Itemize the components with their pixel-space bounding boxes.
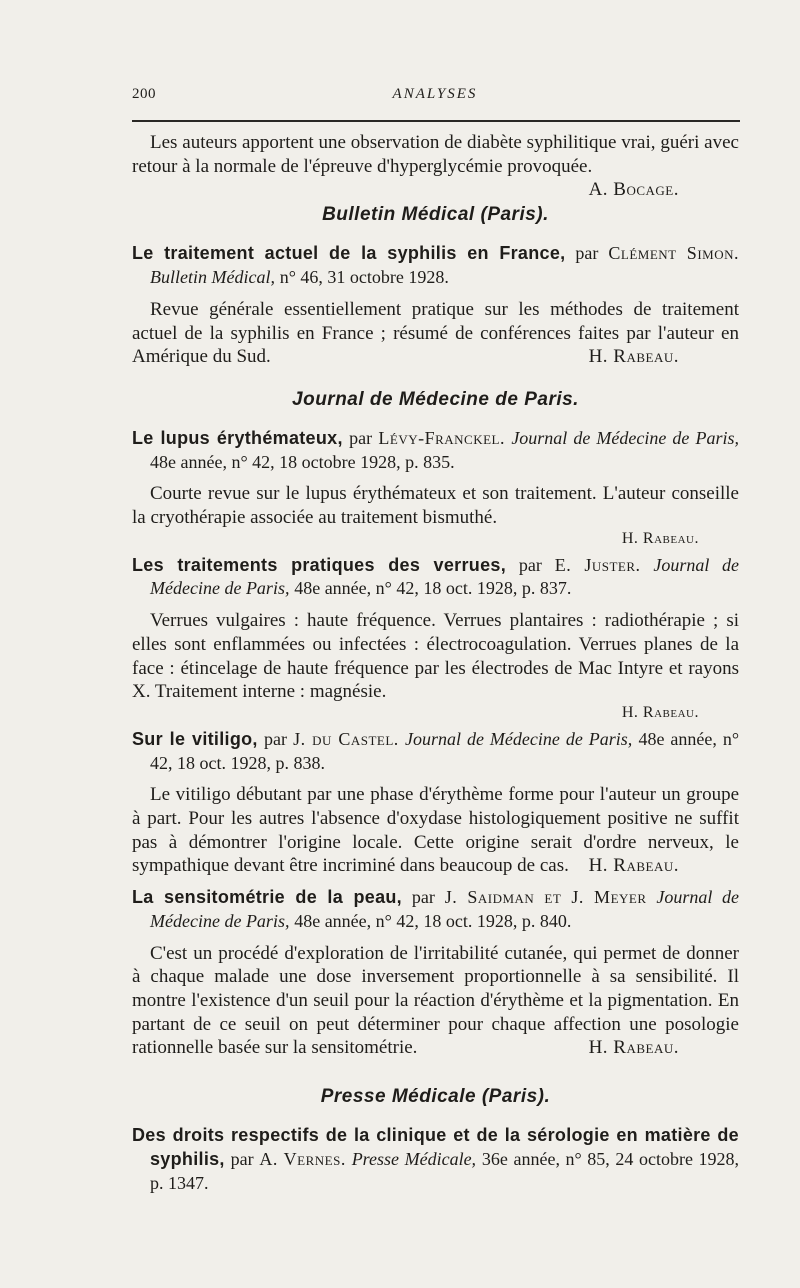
article-2-head: [132, 427, 739, 474]
article-3-journal: Journal de Médecine de Paris,: [150, 554, 740, 599]
header-rule: [132, 120, 740, 122]
section-title-journal-medecine: Journal de Médecine de Paris.: [292, 388, 579, 410]
article-4-body-paragraph: [132, 783, 739, 878]
article-1-journal: Bulletin Médical,: [150, 267, 275, 288]
article-5-journal: Journal de Médecine de Paris,: [150, 887, 739, 931]
article-3-body: Verrues vulgaires : haute fréquence. Verrues plantaires : radiothérapie ; si elles sont enflammées ou infectées : électrocoagulation. Verrues planes de la face : étincelage de haute fréquence par les électrodes de Mac Intyre et rayons X. Traitement interne : magnésie.: [132, 610, 739, 703]
article-5-author: J. Saidman et J. Meyer: [444, 887, 647, 908]
article-5-ref: 48e année, n° 42, 18 oct. 1928, p. 840.: [294, 910, 572, 931]
article-6-ref: 36e année, n° 85, 24 octobre 1928, p. 1347.: [150, 1148, 740, 1193]
article-5-head: [132, 886, 739, 933]
page-content: [132, 131, 739, 1195]
article-1-title: Le traitement actuel de la syphilis en France,: [132, 243, 566, 264]
spacer: [132, 474, 739, 482]
article-4-author: J. du Castel.: [293, 728, 399, 749]
article-2-author: Lévy-Franckel.: [378, 427, 505, 448]
article-4-signature: H. Rabeau.: [588, 855, 679, 877]
intro-signature: A. Bocage.: [588, 179, 679, 201]
article-1-body-paragraph: [132, 298, 739, 369]
article-4-ref: 48e année, n° 42, 18 oct. 1928, p. 838.: [150, 728, 740, 773]
article-2-title: Le lupus érythémateux,: [132, 427, 343, 448]
article-1-signature: H. Rabeau.: [588, 346, 679, 368]
article-5-body: C'est un procédé d'exploration de l'irritabilité cutanée, qui permet de donner à chaque malade une dose inversement proportionnelle à sa sensibilité. Il montre l'existence d'un seuil pour la réaction d'érythème et la pigmentation. En partant de ce seuil on peut déterminer pour chaque affection une posologie rationnelle basée sur la sensitométrie.: [132, 942, 739, 1059]
article-2-ref: 48e année, n° 42, 18 octobre 1928, p. 835.: [150, 451, 455, 472]
page-header: [132, 86, 738, 112]
article-6-author: A. Vernes.: [259, 1148, 346, 1169]
article-2-body: Courte revue sur le lupus érythémateux et son traitement. L'auteur conseille la cryothérapie associée au traitement bismuthé.: [132, 483, 739, 529]
article-3-author: E. Juster.: [554, 554, 641, 575]
article-5-signature: H. Rabeau.: [588, 1037, 679, 1059]
article-3-head: [132, 554, 739, 601]
article-1-head: [132, 242, 739, 289]
article-4-par: par: [263, 728, 287, 749]
article-2-par: par: [349, 427, 373, 448]
section-title-presse-medicale: Presse Médicale (Paris).: [320, 1086, 551, 1108]
article-4-body: Le vitiligo débutant par une phase d'érythème forme pour l'auteur un groupe à part. Pour les autres l'absence d'oxydase histologiquement positive ne suffit pas à démontrer l'origine locale. Cette origine serait d'ordre nerveux, le sympathique devant être incriminé dans beaucoup de cas.: [132, 784, 739, 877]
article-5-title: La sensitométrie de la peau,: [132, 887, 402, 908]
article-6-title: Des droits respectifs de la clinique et de la sérologie en matière de syphilis,: [132, 1125, 739, 1169]
article-2-journal: Journal de Médecine de Paris,: [511, 427, 739, 448]
article-5-par: par: [411, 887, 435, 908]
article-3-title: Les traitements pratiques des verrues,: [132, 554, 507, 575]
article-6-journal: Presse Médicale,: [351, 1148, 477, 1169]
article-6-par: par: [230, 1148, 254, 1169]
article-1-ref: n° 46, 31 octobre 1928.: [279, 267, 449, 288]
running-head: ANALYSES: [392, 86, 478, 102]
article-3-ref: 48e année, n° 42, 18 oct. 1928, p. 837.: [294, 578, 572, 599]
spacer: [132, 775, 739, 783]
spacer: [132, 290, 739, 298]
article-1-author: Clément Simon.: [608, 243, 739, 264]
intro-paragraph: [132, 131, 739, 201]
page-number: 200: [132, 86, 156, 102]
spacer: [132, 934, 739, 942]
article-3-signature: H. Rabeau.: [621, 703, 699, 721]
article-4-journal: Journal de Médecine de Paris,: [405, 728, 633, 749]
spacer: [132, 601, 739, 609]
article-5-body-paragraph: [132, 942, 739, 1061]
article-4-head: [132, 728, 739, 775]
article-1-par: par: [575, 243, 599, 264]
intro-text: Les auteurs apportent une observation de diabète syphilitique vrai, guéri avec retour à la normale de l'épreuve d'hyperglycémie provoquée.: [132, 132, 739, 177]
article-6-head: [132, 1124, 739, 1195]
article-3-par: par: [518, 554, 542, 575]
article-4-title: Sur le vitiligo,: [132, 728, 258, 749]
section-title-bulletin-medical: Bulletin Médical (Paris).: [322, 204, 549, 226]
article-2-signature: H. Rabeau.: [621, 529, 699, 547]
article-1-body: Revue générale essentiellement pratique sur les méthodes de traitement actuel de la syphilis en France ; résumé de conférences faites par l'auteur en Amérique du Sud.: [132, 298, 739, 368]
